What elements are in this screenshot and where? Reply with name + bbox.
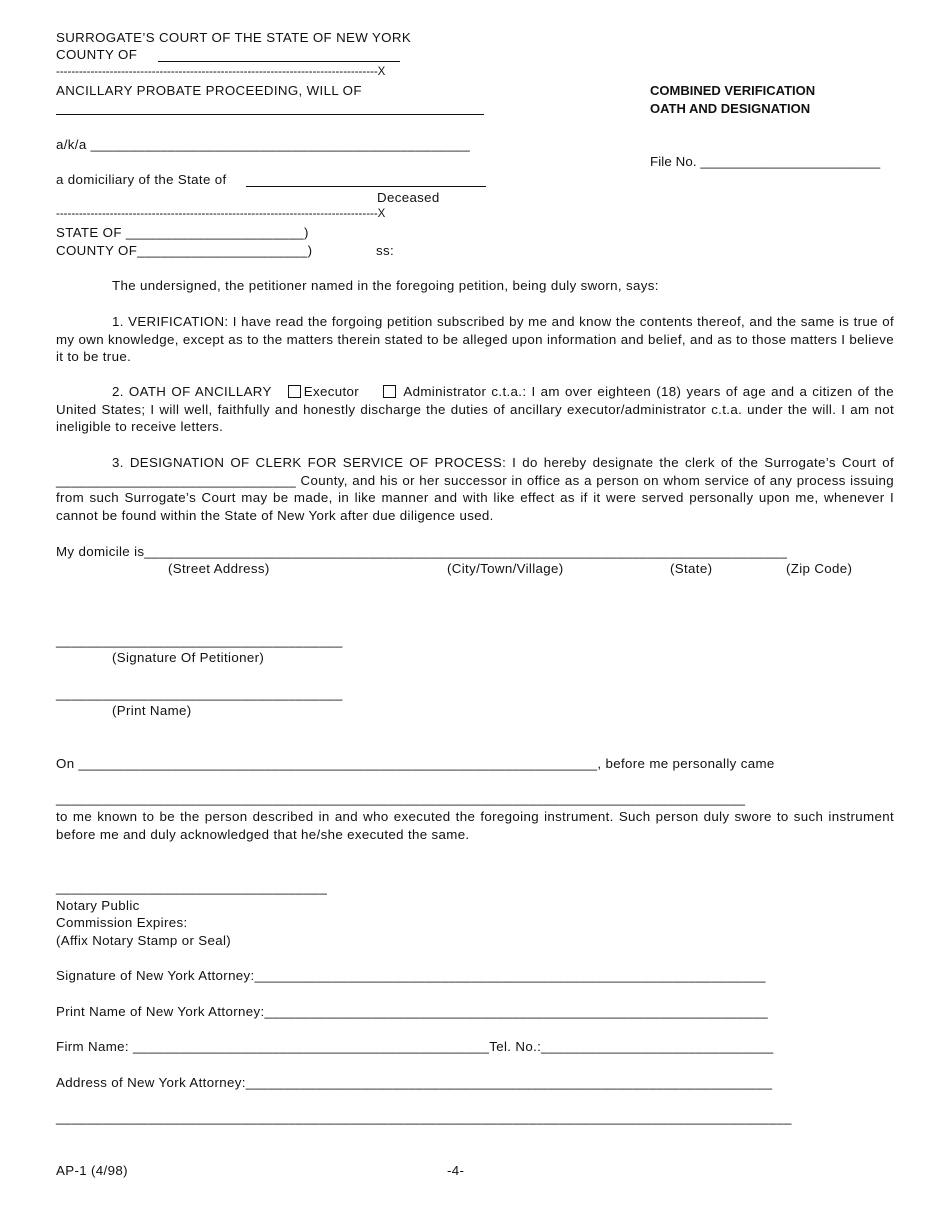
decedent-name-field[interactable] [56, 114, 484, 115]
notary-signature-line[interactable]: ___________________________________ [56, 880, 328, 895]
deceased-label: Deceased [377, 190, 440, 205]
form-title-line-1: COMBINED VERIFICATION [650, 83, 816, 98]
county-field[interactable] [158, 61, 400, 62]
attorney-signature-field[interactable]: Signature of New York Attorney:__________________________________________________________________ [56, 968, 766, 983]
zip-code-label: (Zip Code) [786, 561, 853, 576]
caption-divider-top: ------------------------------------------------------------------------------------X [56, 66, 386, 78]
oath-text: Administrator c.t.a.: I am over eighteen (18) years of age and a citizen of the United States; I will well, faithfully and honestly discharge the duties of ancillary executor/administrator c.t.a. under the will. I am not ineligible to receive letters. [56, 384, 895, 435]
attorney-address-continuation[interactable]: _______________________________________________________________________________________________ [56, 1110, 792, 1125]
executor-checkbox[interactable] [288, 385, 301, 398]
county-of-line[interactable]: COUNTY OF______________________) [56, 243, 313, 258]
appearing-person-line[interactable]: _________________________________________________________________________________________ [56, 791, 746, 806]
intro-statement: The undersigned, the petitioner named in the foregoing petition, being duly sworn, says: [112, 278, 659, 293]
administrator-checkbox[interactable] [383, 385, 396, 398]
verification-text: 1. VERIFICATION: I have read the forgoing petition subscribed by me and know the contents thereof, and the same is true of my own knowledge, except as to the matters therein stated to be alleged upon information and belief, and as to those matters I believe it to be true. [56, 314, 894, 365]
file-number-field[interactable]: File No. ________________________ [650, 154, 881, 169]
court-name: SURROGATE’S COURT OF THE STATE OF NEW YORK [56, 30, 412, 45]
print-name-line[interactable]: _____________________________________ [56, 686, 343, 701]
domicile-line[interactable]: My domicile is___________________________________________________________________________________ [56, 544, 788, 559]
city-label: (City/Town/Village) [447, 561, 564, 576]
form-identifier: AP-1 (4/98) [56, 1163, 128, 1178]
designation-paragraph [56, 454, 894, 524]
notary-public-label: Notary Public [56, 898, 140, 913]
print-name-label: (Print Name) [112, 703, 192, 718]
page-number: -4- [447, 1163, 465, 1178]
notary-stamp-label: (Affix Notary Stamp or Seal) [56, 933, 232, 948]
designation-text: 3. DESIGNATION OF CLERK FOR SERVICE OF PROCESS: I do hereby designate the clerk of the Surrogate’s Court of _______________________________ County, and his or her successor in office as a person on whom service of any process issuing from such Surrogate’s Court may be made, in like manner and with like effect as if it were served personally upon me, whenever I cannot be found within the State of New York after due diligence used. [56, 455, 894, 523]
county-label: COUNTY OF [56, 47, 138, 62]
aka-line[interactable]: a/k/a _________________________________________________ [56, 137, 471, 152]
caption-divider-bottom: ------------------------------------------------------------------------------------X [56, 208, 386, 220]
form-title-line-2: OATH AND DESIGNATION [650, 101, 811, 116]
attorney-address-field[interactable]: Address of New York Attorney:____________________________________________________________________ [56, 1075, 773, 1090]
acknowledgment-text: to me known to be the person described in and who executed the foregoing instrument. Such person duly swore to such instrument before me and duly acknowledged that he/she executed the same. [56, 809, 894, 842]
petitioner-signature-line[interactable]: _____________________________________ [56, 633, 343, 648]
attorney-print-name-field[interactable]: Print Name of New York Attorney:_________________________________________________________________ [56, 1004, 768, 1019]
firm-name-telephone-field[interactable]: Firm Name: ______________________________________________Tel. No.:______________________________ [56, 1039, 774, 1054]
street-address-label: (Street Address) [168, 561, 270, 576]
acknowledgment-date-line[interactable]: On ___________________________________________________________________, before me personally came [56, 756, 775, 771]
domiciliary-label: a domiciliary of the State of [56, 172, 227, 187]
domicile-state-field[interactable] [246, 186, 486, 187]
commission-expires-label: Commission Expires: [56, 915, 188, 930]
ss-label: ss: [376, 243, 395, 258]
oath-prefix: 2. OATH OF ANCILLARY [112, 384, 272, 399]
state-label: (State) [670, 561, 713, 576]
oath-paragraph [56, 383, 894, 436]
verification-paragraph [56, 313, 894, 366]
proceeding-label: ANCILLARY PROBATE PROCEEDING, WILL OF [56, 83, 362, 98]
petitioner-signature-label: (Signature Of Petitioner) [112, 650, 265, 665]
state-of-line[interactable]: STATE OF _______________________) [56, 225, 309, 240]
executor-label: Executor [303, 384, 360, 399]
